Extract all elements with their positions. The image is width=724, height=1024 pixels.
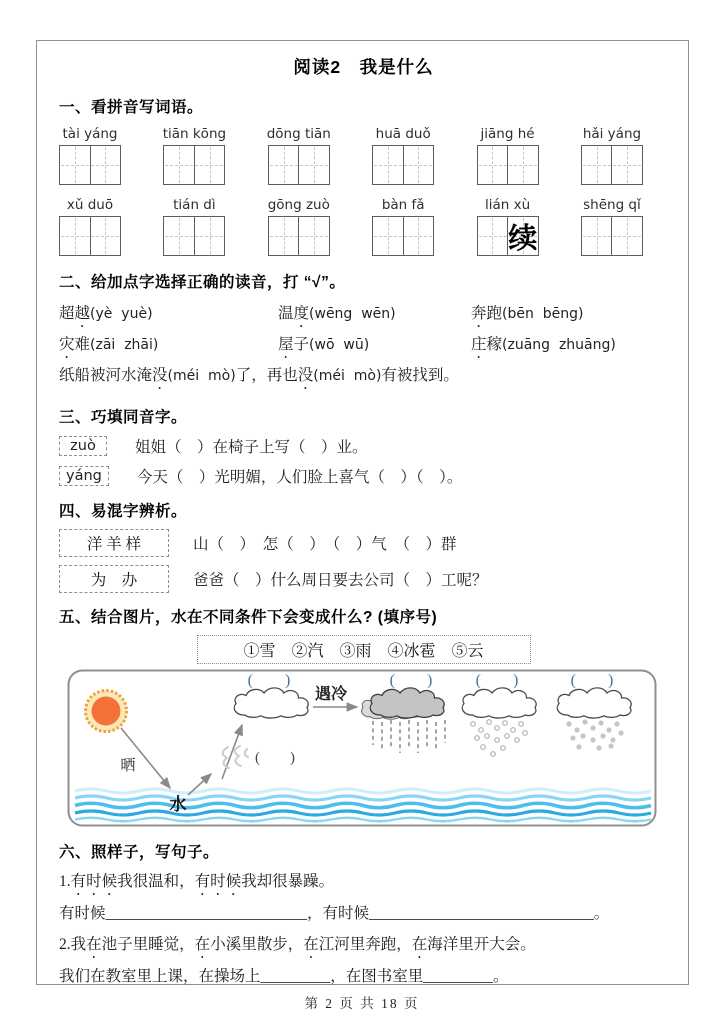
section-2-heading: 二、给加点字选择正确的读音，打 “√”。 — [59, 274, 346, 291]
label-cool: 遇冷 — [314, 686, 348, 703]
label-water: 水 — [169, 795, 187, 814]
pinyin-box: zuò — [59, 436, 107, 456]
dotted-char: 屋 — [278, 336, 294, 353]
pronunciation-item — [278, 300, 471, 331]
pronunciation-sentence — [59, 362, 668, 393]
grid-cell — [298, 146, 329, 184]
pinyin-word — [59, 197, 121, 256]
fill-sentence: 山（ ） 怎（ ） （ ）气 （ ）群 — [193, 536, 457, 553]
grid-cell — [298, 217, 329, 255]
grid-cell — [60, 217, 90, 255]
grid-cell — [373, 146, 403, 184]
sentence-text: 有被找到。 — [381, 367, 459, 384]
sentence-text: 了，再也 — [235, 367, 298, 384]
dotted-char: 度 — [293, 305, 310, 322]
grid-cell — [507, 146, 538, 184]
answer-line-2: 我们在教室里上课，在操场上_________，在图书室里_________。 — [59, 967, 509, 985]
pinyin-grid-row-1 — [59, 126, 643, 185]
worksheet-page — [36, 40, 689, 985]
grid-cell — [194, 146, 225, 184]
example-sentence-2 — [59, 930, 668, 962]
pinyin-label: bàn fǎ — [381, 197, 425, 213]
pinyin-word — [163, 197, 225, 256]
writing-grid — [59, 145, 121, 185]
fill-sentence: 爸爸（ ）什么周日要去公司（ ）工呢？ — [193, 572, 488, 589]
sentence-text: 海洋里开大会。 — [427, 935, 536, 953]
pinyin-options: (zuāng zhuāng) — [502, 337, 616, 353]
pinyin-options: (wēng wēn) — [309, 306, 396, 322]
sentence-text: 池子里睡觉， — [101, 935, 195, 953]
homophone-row — [59, 435, 668, 457]
pinyin-label: gōng zuò — [267, 197, 330, 213]
page-title: 阅读2 我是什么 — [293, 57, 434, 77]
pinyin-options: (yè yuè) — [90, 306, 153, 322]
dotted-phrase: 有时候 — [70, 873, 118, 890]
dotted-phrase: 在 — [411, 935, 428, 953]
fill-sentence: 姐姐（ ）在椅子上写（ ）业。 — [135, 439, 368, 456]
example-sentence-1 — [59, 867, 668, 899]
pinyin-word — [581, 197, 643, 256]
grid-cell — [478, 146, 508, 184]
writing-grid — [268, 145, 330, 185]
blank-rain: ( ) — [389, 672, 433, 689]
pinyin-word — [268, 126, 330, 185]
dotted-phrase: 在 — [303, 935, 319, 953]
grid-cell — [611, 217, 642, 255]
dotted-char: 庄 — [471, 336, 487, 353]
pronunciation-item — [59, 300, 278, 331]
dotted-phrase: 在 — [194, 935, 211, 953]
water-cycle-diagram — [67, 669, 657, 827]
pronunciation-item — [59, 331, 278, 362]
sentence-text: 纸船被河水淹 — [59, 367, 153, 384]
writing-grid — [59, 216, 121, 256]
pinyin-word — [372, 197, 434, 256]
fill-sentence: 今天（ ）光明媚，人们脸上喜气（ ）（ ）。 — [136, 469, 463, 486]
sentence-number: 2.我 — [59, 935, 87, 953]
pinyin-label: jiāng hé — [480, 126, 535, 142]
word-text: 子 — [293, 336, 310, 353]
section-5-heading: 五、结合图片，水在不同条件下会变成什么? (填序号) — [59, 609, 438, 626]
grid-cell — [164, 146, 194, 184]
grid-cell — [60, 146, 90, 184]
character-box: 洋 羊 样 — [59, 529, 169, 557]
grid-cell — [611, 146, 642, 184]
pinyin-label: tián dì — [173, 197, 216, 213]
sentence-text: 小溪里散步， — [210, 935, 304, 953]
pinyin-options: (wō wū) — [309, 337, 370, 353]
writing-grid — [372, 145, 434, 185]
writing-grid — [372, 216, 434, 256]
grid-cell — [403, 217, 434, 255]
pinyin-label: huā duǒ — [375, 126, 431, 142]
grid-cell — [90, 217, 121, 255]
writing-grid — [581, 216, 643, 256]
pinyin-options: (bēn bēng) — [502, 306, 584, 322]
word-text: 难 — [74, 336, 91, 353]
grid-cell — [269, 146, 299, 184]
pinyin-word — [163, 126, 225, 185]
dotted-phrase: 在 — [86, 935, 102, 953]
blank-steam: ( ) — [255, 750, 295, 766]
dotted-char: 没 — [297, 367, 314, 384]
pinyin-options: (méi mò) — [313, 368, 382, 384]
grid-cell — [582, 146, 612, 184]
page-number: 第 2 页 共 18 页 — [304, 996, 420, 1011]
pinyin-label: shēng qǐ — [583, 197, 641, 213]
pinyin-options: (méi mò) — [167, 368, 236, 384]
sentence-number: 1. — [59, 873, 71, 890]
section-1-heading: 一、看拼音写词语。 — [59, 99, 204, 116]
writing-grid — [163, 216, 225, 256]
pronunciation-item — [471, 331, 668, 362]
word-text: 跑 — [486, 305, 503, 322]
pronunciation-row — [59, 331, 668, 362]
pinyin-word — [372, 126, 434, 185]
writing-grid — [477, 145, 539, 185]
pinyin-box: yáng — [59, 466, 109, 486]
grid-cell — [507, 217, 538, 255]
section-4-heading: 四、易混字辨析。 — [59, 503, 188, 520]
grid-cell — [90, 146, 121, 184]
grid-cell — [164, 217, 194, 255]
pinyin-word — [581, 126, 643, 185]
answer-line-1: 有时候__________________________，有时候_____________________________。 — [59, 905, 610, 922]
sentence-text: 我却很暴躁。 — [241, 873, 335, 890]
blank-snow: ( ) — [570, 672, 614, 689]
pinyin-word — [268, 197, 330, 256]
pronunciation-item — [471, 300, 668, 331]
pinyin-grid-row-2 — [59, 197, 643, 256]
dotted-char: 没 — [152, 367, 168, 384]
sun-icon — [86, 691, 127, 732]
writing-grid — [268, 216, 330, 256]
pinyin-word — [59, 126, 121, 185]
answer-options-box: ①雪 ②汽 ③雨 ④冰雹 ⑤云 — [197, 635, 531, 664]
sentence-text: 江河里奔跑， — [318, 935, 412, 953]
grid-cell — [403, 146, 434, 184]
word-text: 超 — [59, 305, 75, 322]
pinyin-label: tiān kōng — [162, 126, 227, 142]
confusable-row — [59, 565, 668, 593]
dotted-char: 奔 — [471, 305, 487, 322]
writing-grid — [163, 145, 225, 185]
pinyin-label: xǔ duō — [66, 197, 114, 213]
section-2-body — [59, 300, 668, 393]
blank-cloud: ( ) — [247, 672, 291, 689]
sentence-text: 我很温和， — [117, 873, 195, 890]
dotted-phrase: 有时候 — [194, 873, 242, 890]
word-text: 温 — [278, 305, 294, 322]
homophone-row — [59, 465, 668, 487]
label-shine: 晒 — [120, 758, 136, 774]
pinyin-label: dōng tiān — [266, 126, 331, 142]
word-text: 稼 — [486, 336, 503, 353]
writing-grid — [581, 145, 643, 185]
grid-cell — [478, 217, 508, 255]
confusable-row — [59, 529, 668, 557]
section-6-heading: 六、照样子，写句子。 — [59, 844, 220, 861]
pinyin-word — [477, 126, 539, 185]
pinyin-label: hǎi yáng — [582, 126, 642, 142]
grid-cell — [194, 217, 225, 255]
grid-cell — [373, 217, 403, 255]
section-3-heading: 三、巧填同音字。 — [59, 409, 188, 426]
pronunciation-row — [59, 300, 668, 331]
dotted-char: 灾 — [59, 336, 75, 353]
pinyin-options: (zāi zhāi) — [90, 337, 159, 353]
pinyin-word — [477, 197, 539, 256]
dotted-char: 越 — [74, 305, 91, 322]
character-box: 为 办 — [59, 565, 169, 593]
grid-cell — [582, 217, 612, 255]
pronunciation-item — [278, 331, 471, 362]
pinyin-label: tài yáng — [62, 126, 118, 142]
blank-hail: ( ) — [475, 672, 519, 689]
prefilled-answer: 续 — [507, 222, 538, 255]
pinyin-label: lián xù — [484, 197, 531, 213]
grid-cell — [269, 217, 299, 255]
writing-grid — [477, 216, 539, 256]
